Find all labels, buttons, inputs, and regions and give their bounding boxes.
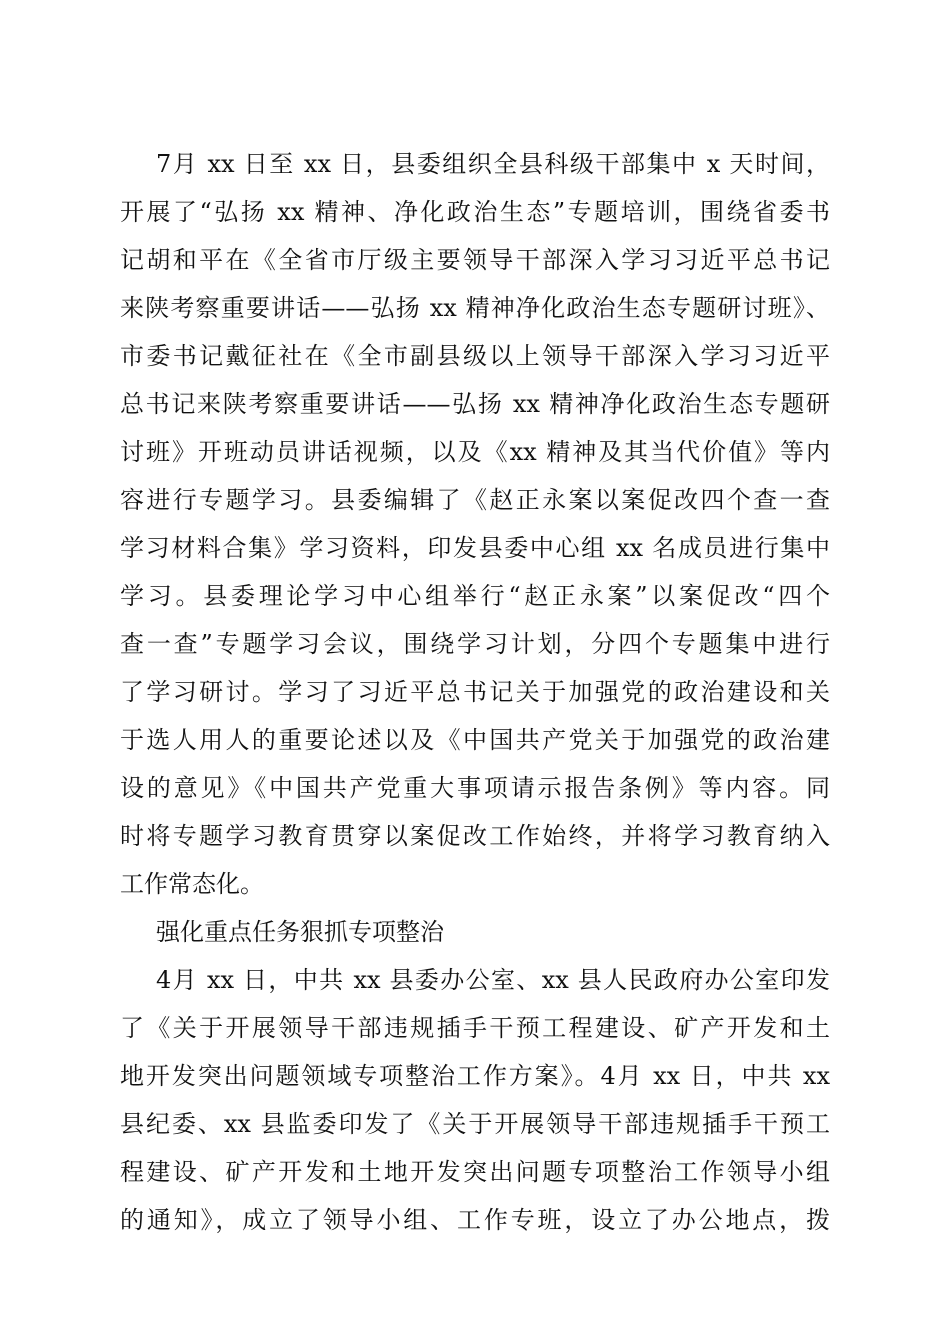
text-line: 县纪委、xx 县监委印发了《关于开展领导干部违规插手干预工	[120, 1110, 830, 1138]
text-line: 了学习研讨。学习了习近平总书记关于加强党的政治建设和关	[120, 678, 830, 706]
text-line: 工作常态化。	[120, 870, 264, 898]
text-line: 的通知》，成立了领导小组、工作专班，设立了办公地点，拨	[120, 1206, 830, 1234]
paragraph-training	[120, 140, 830, 908]
text-line: 来陕考察重要讲话——弘扬 xx 精神净化政治生态专题研讨班》、	[120, 294, 830, 322]
text-line: 时将专题学习教育贯穿以案促改工作始终，并将学习教育纳入	[120, 822, 830, 850]
text-line: 4月 xx 日，中共 xx 县委办公室、xx 县人民政府办公室印发	[156, 966, 830, 994]
section-heading: 强化重点任务狠抓专项整治	[156, 918, 444, 946]
text-line: 程建设、矿产开发和土地开发突出问题专项整治工作领导小组	[120, 1158, 830, 1186]
paragraph-rectification	[120, 956, 830, 1244]
text-line: 总书记来陕考察重要讲话——弘扬 xx 精神净化政治生态专题研	[120, 390, 830, 418]
document-page	[120, 140, 830, 1244]
text-line: 了《关于开展领导干部违规插手干预工程建设、矿产开发和土	[120, 1014, 830, 1042]
text-line: 地开发突出问题领域专项整治工作方案》。4月 xx 日，中共 xx	[120, 1062, 830, 1090]
text-line: 于选人用人的重要论述以及《中国共产党关于加强党的政治建	[120, 726, 830, 754]
text-line: 市委书记戴征社在《全市副县级以上领导干部深入学习习近平	[120, 342, 830, 370]
text-line: 设的意见》《中国共产党重大事项请示报告条例》等内容。同	[120, 774, 830, 802]
text-line: 学习材料合集》学习资料，印发县委中心组 xx 名成员进行集中	[120, 534, 830, 562]
text-line: 开展了“弘扬 xx 精神、净化政治生态”专题培训，围绕省委书	[120, 198, 830, 226]
text-line: 容进行专题学习。县委编辑了《赵正永案以案促改四个查一查	[120, 486, 830, 514]
text-line: 学习。县委理论学习中心组举行“赵正永案”以案促改“四个	[120, 582, 830, 610]
text-line: 7月 xx 日至 xx 日，县委组织全县科级干部集中 x 天时间，	[156, 150, 830, 178]
text-line: 记胡和平在《全省市厅级主要领导干部深入学习习近平总书记	[120, 246, 830, 274]
text-line: 讨班》开班动员讲话视频，以及《xx 精神及其当代价值》等内	[120, 438, 830, 466]
text-line: 查一查”专题学习会议，围绕学习计划，分四个专题集中进行	[120, 630, 830, 658]
